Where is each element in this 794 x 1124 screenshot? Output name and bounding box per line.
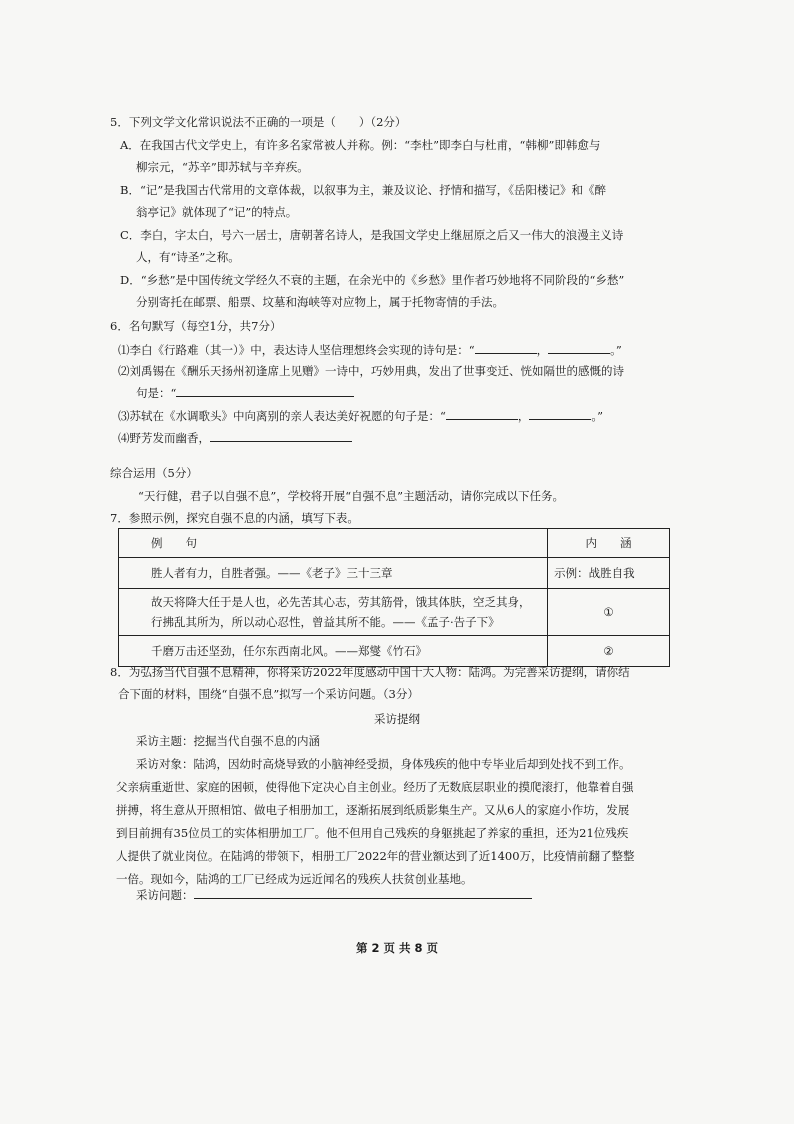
- outline-material-line5: 人提供了就业岗位。在陆鸿的带领下，相册工厂2022年的营业额达到了近1400万，比疫情前翻了整整: [116, 849, 635, 863]
- synthesis-heading: 综合运用（5分）: [110, 466, 198, 480]
- q6-item4: [118, 429, 352, 446]
- q5-option-a-line1: A．在我国古代文学史上，有许多名家常被人并称。例：“李杜”即李白与杜甫，“韩柳”即韩愈与: [120, 138, 601, 152]
- q5-option-b-line1: B．“记”是我国古代常用的文章体裁，以叙事为主，兼及议论、抒情和描写，《岳阳楼记》和《醉: [120, 183, 606, 197]
- q7-header-meaning: 内 涵: [548, 529, 670, 558]
- q6-item3-blank2[interactable]: [529, 407, 591, 420]
- q6-item4-blank[interactable]: [210, 429, 352, 442]
- outline-material-line1: 采访对象：陆鸿，因幼时高烧导致的小脑神经受损，身体残疾的他中专毕业后却到处找不到工作。: [136, 757, 631, 771]
- q5-option-b-line2: 翁亭记》就体现了“记”的特点。: [136, 205, 298, 219]
- q6-item2-text: 句是：“: [136, 386, 177, 400]
- outline-material-line4: 到目前拥有35位员工的实体相册加工厂。他不但用自己残疾的身躯挑起了养家的重担，还为21位残疾: [116, 826, 629, 840]
- outline-title: 采访提纲: [374, 712, 420, 726]
- q7-table: [118, 528, 670, 667]
- q6-item3: [118, 407, 603, 424]
- q6-stem: 6．名句默写（每空1分，共7分）: [110, 319, 282, 333]
- q7-row2-example: 故天将降大任于是人也，必先苦其心志，劳其筋骨，饿其体肤，空乏其身，行拂乱其所为，所以动心忍性，曾益其所不能。——《孟子·告子下》: [119, 589, 548, 636]
- q5-option-c-line2: 人，有“诗圣”之称。: [136, 250, 240, 264]
- q8-stem-line1: 8．为弘扬当代自强不息精神，你将采访2022年度感动中国十大人物：陆鸿。为完善采访提纲，请你结: [110, 665, 630, 679]
- q8-stem-line2: 合下面的材料，围绕“自强不息”拟写一个采访问题。（3分）: [118, 687, 419, 701]
- q7-header-example: 例 句: [119, 529, 548, 558]
- outline-theme: 采访主题：挖掘当代自强不息的内涵: [136, 734, 320, 748]
- synthesis-intro: “天行健，君子以自强不息”，学校将开展“自强不息”主题活动，请你完成以下任务。: [138, 489, 565, 503]
- q6-item2-line1: ⑵刘禹锡在《酬乐天扬州初逢席上见赠》一诗中，巧妙用典，发出了世事变迁、恍如隔世的感慨的诗: [118, 364, 624, 378]
- q6-item1-blank2[interactable]: [548, 341, 610, 354]
- table-row: [119, 636, 670, 667]
- q7-row1-example: 胜人者有力，自胜者强。——《老子》三十三章: [119, 558, 548, 589]
- q6-item1-text: ⑴李白《行路难（其一）》中，表达诗人坚信理想终会实现的诗句是：“: [118, 343, 475, 357]
- page-number: 第 2 页 共 8 页: [355, 941, 439, 955]
- table-row: [119, 558, 670, 589]
- q6-item1-blank1[interactable]: [475, 341, 537, 354]
- q7-row3-meaning[interactable]: ②: [548, 636, 670, 667]
- q6-item1-end: 。”: [610, 343, 622, 357]
- interview-question: [136, 886, 532, 903]
- interview-question-blank[interactable]: [194, 886, 532, 899]
- q6-item3-text: ⑶苏轼在《水调歌头》中向离别的亲人表达美好祝愿的句子是：“: [118, 409, 446, 423]
- q6-item2-blank[interactable]: [176, 384, 354, 397]
- outline-material-line3: 拼搏，将生意从开照相馆、做电子相册加工，逐渐拓展到纸质影集生产。又从6人的家庭小作坊，发展: [116, 803, 630, 817]
- q6-item2-line2: [136, 384, 354, 401]
- q7-stem: 7．参照示例，探究自强不息的内涵，填写下表。: [110, 511, 359, 525]
- q6-item3-end: 。”: [591, 409, 604, 423]
- outline-material-line6: 一倍。现如今，陆鸿的工厂已经成为远近闻名的残疾人扶贫创业基地。: [116, 872, 473, 886]
- q7-row3-example: 千磨万击还坚劲，任尔东西南北风。——郑燮《竹石》: [119, 636, 548, 667]
- q6-item3-blank1[interactable]: [446, 407, 518, 420]
- q5-stem: 5．下列文学文化常识说法不正确的一项是（ ）（2分）: [110, 115, 407, 129]
- q6-item3-sep: ，: [517, 409, 530, 423]
- q6-item1: [118, 341, 622, 358]
- table-row: [119, 589, 670, 636]
- interview-question-label: 采访问题：: [136, 888, 194, 902]
- q7-table-header: [119, 529, 670, 558]
- q5-option-d-line2: 分别寄托在邮票、船票、坟墓和海峡等对应物上，属于托物寄情的手法。: [136, 295, 504, 309]
- q6-item4-text: ⑷野芳发而幽香，: [118, 431, 210, 445]
- q7-row2-meaning[interactable]: ①: [548, 589, 670, 636]
- q5-option-c-line1: C．李白，字太白，号六一居士，唐朝著名诗人，是我国文学史上继屈原之后又一伟大的浪漫主义诗: [120, 228, 624, 242]
- q5-option-d-line1: D．“乡愁”是中国传统文学经久不衰的主题，在余光中的《乡愁》里作者巧妙地将不同阶段的“乡愁”: [120, 273, 625, 287]
- q6-item1-sep: ，: [536, 343, 549, 357]
- outline-material-line2: 父亲病重逝世、家庭的困顿，使得他下定决心自主创业。经历了无数底层职业的摸爬滚打，他靠着自强: [116, 780, 634, 794]
- q5-option-a-line2: 柳宗元，“苏辛”即苏轼与辛弃疾。: [136, 160, 309, 174]
- q7-row1-meaning: 示例：战胜自我: [548, 558, 670, 589]
